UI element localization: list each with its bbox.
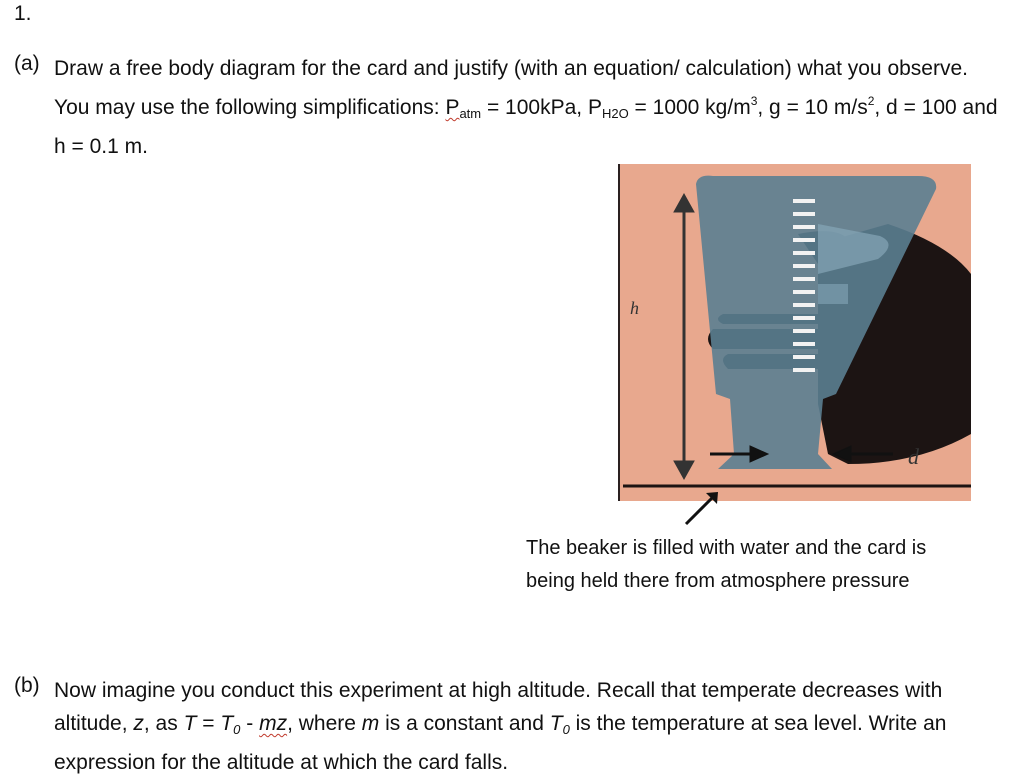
part-b-text-1: Now imagine you conduct this experiment at high altitude. Recall that temperate decreases with altitude, bbox=[54, 679, 943, 735]
part-a-text-1: Draw a free body diagram for the card and justify (with an equation/ calculation) what you observe. You may use the following simplifications: bbox=[54, 57, 968, 119]
part-a-text-3: = 1000 kg/m bbox=[628, 96, 751, 119]
minus: - bbox=[240, 712, 260, 735]
cubed-superscript: 3 bbox=[750, 94, 758, 108]
part-b-label: (b) bbox=[14, 674, 40, 697]
part-a-label: (a) bbox=[14, 52, 40, 75]
h-label: h bbox=[630, 298, 639, 318]
p-atm: $P_{atm}$ bbox=[445, 96, 482, 121]
h2o-subscript: H2O bbox=[601, 106, 629, 121]
t-var: T bbox=[183, 712, 197, 735]
part-b-text-3: , where bbox=[287, 712, 362, 735]
caption-line-2: being held there from atmosphere pressure bbox=[526, 570, 910, 592]
squared-superscript: 2 bbox=[867, 94, 875, 108]
mz-var: mz bbox=[259, 712, 288, 735]
equals: = bbox=[196, 712, 221, 735]
question-number: 1. bbox=[14, 2, 32, 25]
part-b-text-2: , as bbox=[143, 712, 184, 735]
part-a-text-2: = 100kPa, P bbox=[481, 96, 602, 119]
t0-var: T bbox=[220, 712, 234, 735]
m-var: m bbox=[361, 712, 380, 735]
part-a-text-5: , d = 100 and h = 0.1 m. bbox=[54, 96, 998, 158]
z-var: z bbox=[133, 712, 144, 735]
d-label: d bbox=[908, 444, 919, 469]
part-b-text-4: is a constant and bbox=[379, 712, 550, 735]
beaker-figure bbox=[618, 164, 971, 501]
figure-caption bbox=[526, 532, 926, 598]
part-a-text-4: , g = 10 m/s bbox=[757, 96, 868, 119]
part-b-text-5: is the temperature at sea level. Write an expression for the altitude at which the card falls. bbox=[54, 712, 947, 774]
t0b-var: T bbox=[549, 712, 563, 735]
t0b-subscript: 0 bbox=[562, 722, 570, 737]
pointer-arrow bbox=[682, 488, 722, 528]
t0-subscript: 0 bbox=[233, 722, 241, 737]
part-b-text bbox=[54, 674, 1019, 779]
part-a-text bbox=[54, 52, 1004, 163]
caption-line-1: The beaker is filled with water and the card is bbox=[526, 537, 927, 559]
